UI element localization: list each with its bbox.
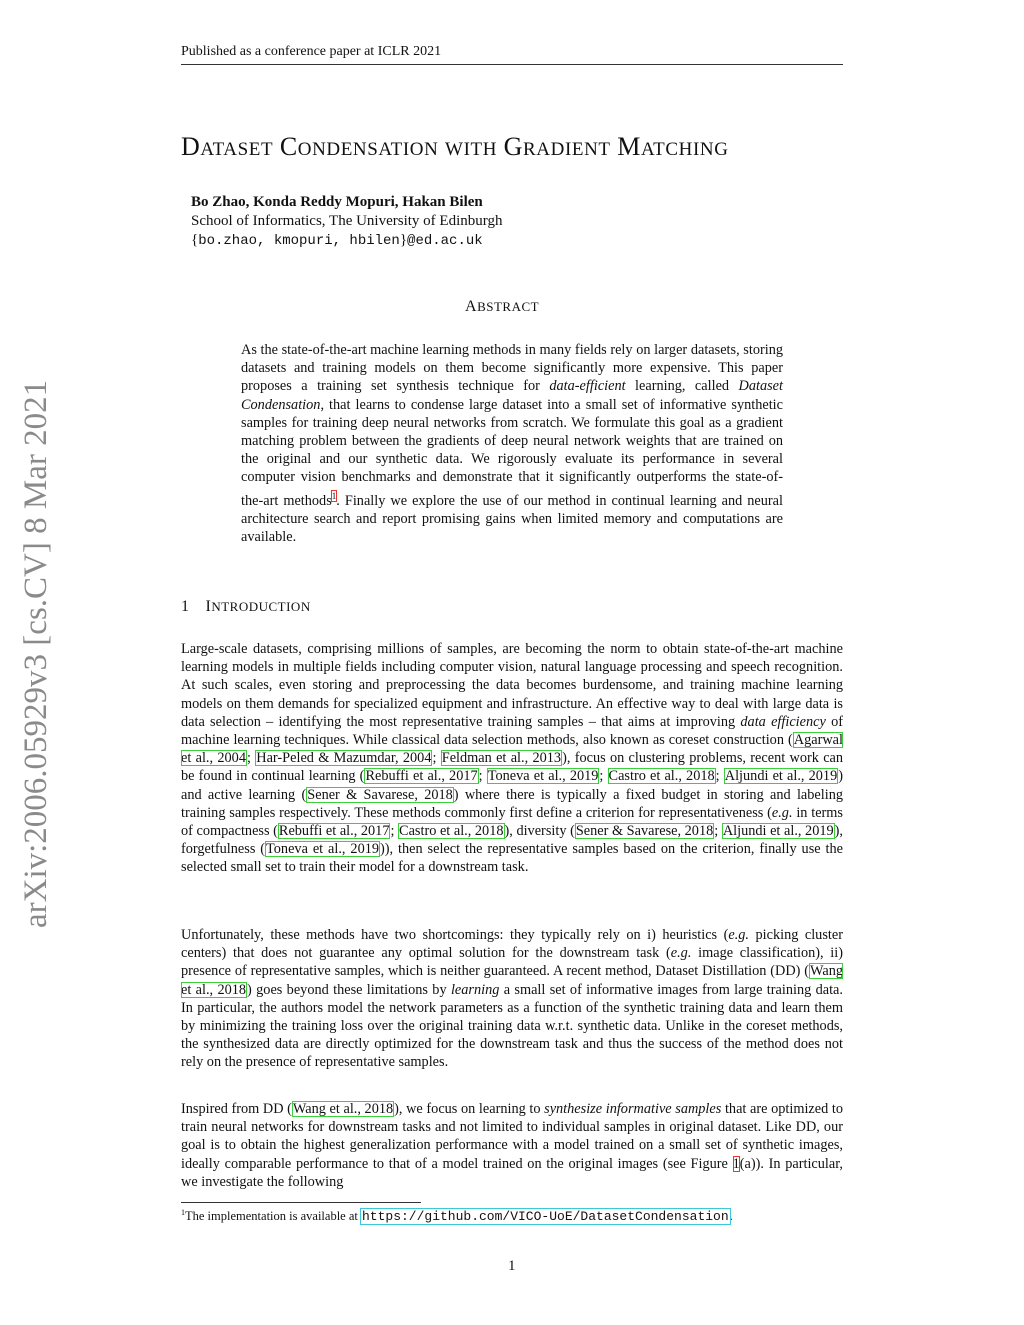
- citation-link[interactable]: Aljundi et al., 2019: [722, 823, 834, 840]
- figure-ref[interactable]: 1: [732, 1155, 740, 1172]
- abstract-heading: ABSTRACT: [465, 298, 540, 315]
- footnote-rule: [181, 1202, 421, 1203]
- citation-link[interactable]: Castro et al., 2018: [608, 768, 715, 785]
- citation-link[interactable]: Aljundi et al., 2019: [724, 768, 838, 785]
- citation-link[interactable]: Har-Peled & Mazumdar, 2004: [256, 750, 432, 767]
- citation-link[interactable]: Wang et al., 2018: [292, 1101, 394, 1117]
- affiliation: School of Informatics, The University of Edinburgh: [191, 213, 503, 229]
- running-header: Published as a conference paper at ICLR 2021: [181, 44, 843, 65]
- introduction-heading: 1 INTRODUCTION: [181, 598, 311, 615]
- author-names: Bo Zhao, Konda Reddy Mopuri, Hakan Bilen: [191, 194, 483, 210]
- intro-paragraph-3: Inspired from DD (Wang et al., 2018), we focus on learning to synthesize informative samples that are optimized to train neural networks for downstream tasks and not limited to individual samples in original dataset. Like DD, our goal is to obtain the highest generalization performance with a model trained on a small set of synthetic images, ideally comparable performance to that of a model trained on the original images (see Figure 1(a)). In particular, we investigate the following: [181, 1101, 843, 1190]
- citation-link[interactable]: Rebuffi et al., 2017: [365, 768, 478, 785]
- footnote-ref[interactable]: 1: [331, 490, 337, 501]
- citation-link[interactable]: Agarwal et al., 2004: [181, 732, 843, 767]
- page-number: 1: [508, 1258, 516, 1274]
- author-emails: {bo.zhao, kmopuri, hbilen}@ed.ac.uk: [191, 232, 483, 249]
- arxiv-stamp: arXiv:2006.05929v3 [cs.CV] 8 Mar 2021: [18, 379, 54, 928]
- citation-link[interactable]: Castro et al., 2018: [399, 823, 504, 840]
- citation-link[interactable]: Feldman et al., 2013: [441, 750, 562, 767]
- citation-link[interactable]: Rebuffi et al., 2017: [278, 823, 390, 840]
- intro-paragraph-1: Large-scale datasets, comprising millions of samples, are becoming the norm to obtain state-of-the-art machine learning models in multiple fields including computer vision, natural language processing and speech recognition. At such scales, even storing and preprocessing the data becomes burdensome, and training machine learning models on them demands for specialized equipment and infrastructure. An effective way to deal with large data is data selection – identifying the most representative training samples – that aims at improving data efficiency of machine learning techniques. While classical data selection methods, also known as coreset construction (Agarwal et al., 2004; Har-Peled & Mazumdar, 2004; Feldman et al., 2013), focus on clustering problems, recent work can be found in continual learning (Rebuffi et al., 2017; Toneva et al., 2019; Castro et al., 2018; Aljundi et al., 2019) and active learning (Sener & Savarese, 2018) where there is typically a fixed budget in storing and labeling training samples respectively. These methods commonly first define a criterion for representativeness (e.g. in terms of compactness (Rebuffi et al., 2017; Castro et al., 2018), diversity (Sener & Savarese, 2018; Aljundi et al., 2019), forgetfulness (Toneva et al., 2019)), then select the representative samples based on the criterion, finally use the selected small set to train their model for a downstream task.: [181, 641, 844, 876]
- author-block: [191, 193, 502, 251]
- citation-link[interactable]: Sener & Savarese, 2018: [575, 823, 714, 840]
- citation-link[interactable]: Toneva et al., 2019: [266, 841, 380, 858]
- code-url-link[interactable]: https://github.com/VICO-UoE/DatasetCondensation: [361, 1209, 729, 1225]
- citation-link[interactable]: Wang et al., 2018: [181, 963, 843, 998]
- citation-link[interactable]: Toneva et al., 2019: [487, 768, 599, 785]
- citation-link[interactable]: Sener & Savarese, 2018: [307, 786, 453, 803]
- abstract-text: As the state-of-the-art machine learning methods in many fields rely on larger datasets, storing datasets and training models on them become significantly more expensive. This paper proposes a training set synthesis technique for data-efficient learning, called Dataset Condensation, that learns to condense large dataset into a small set of informative synthetic samples for training deep neural networks from scratch. We formulate this goal as a gradient matching problem between the gradients of deep neural network weights that are trained on the original and our synthetic data. We rigorously evaluate its performance in several computer vision benchmarks and demonstrate that it significantly outperforms the state-of-the-art methods$^1$. Finally we explore the use of our method in continual learning and neural architecture search and report promising gains when limited memory and computations are available.: [241, 342, 784, 545]
- intro-paragraph-2: Unfortunately, these methods have two shortcomings: they typically rely on i) heuristics (e.g. picking cluster centers) that does not guarantee any optimal solution for the downstream task (e.g. image classification), ii) presence of representative samples, which is neither guaranteed. A recent method, Dataset Distillation (DD) (Wang et al., 2018) goes beyond these limitations by learning a small set of informative images from large training data. In particular, the authors model the network parameters as a function of the synthetic training data and learn them by minimizing the training loss over the original training data w.r.t. synthetic data. Unlike in the coreset methods, the synthesized data are directly optimized for the downstream task and thus the success of the method does not rely on the presence of representative samples.: [181, 927, 844, 1071]
- footnote: $^1$The implementation is available at https://github.com/VICO-UoE/DatasetCondensation.: [181, 1208, 733, 1225]
- paper-title: DATASET CONDENSATION WITH GRADIENT MATCHING: [181, 132, 729, 161]
